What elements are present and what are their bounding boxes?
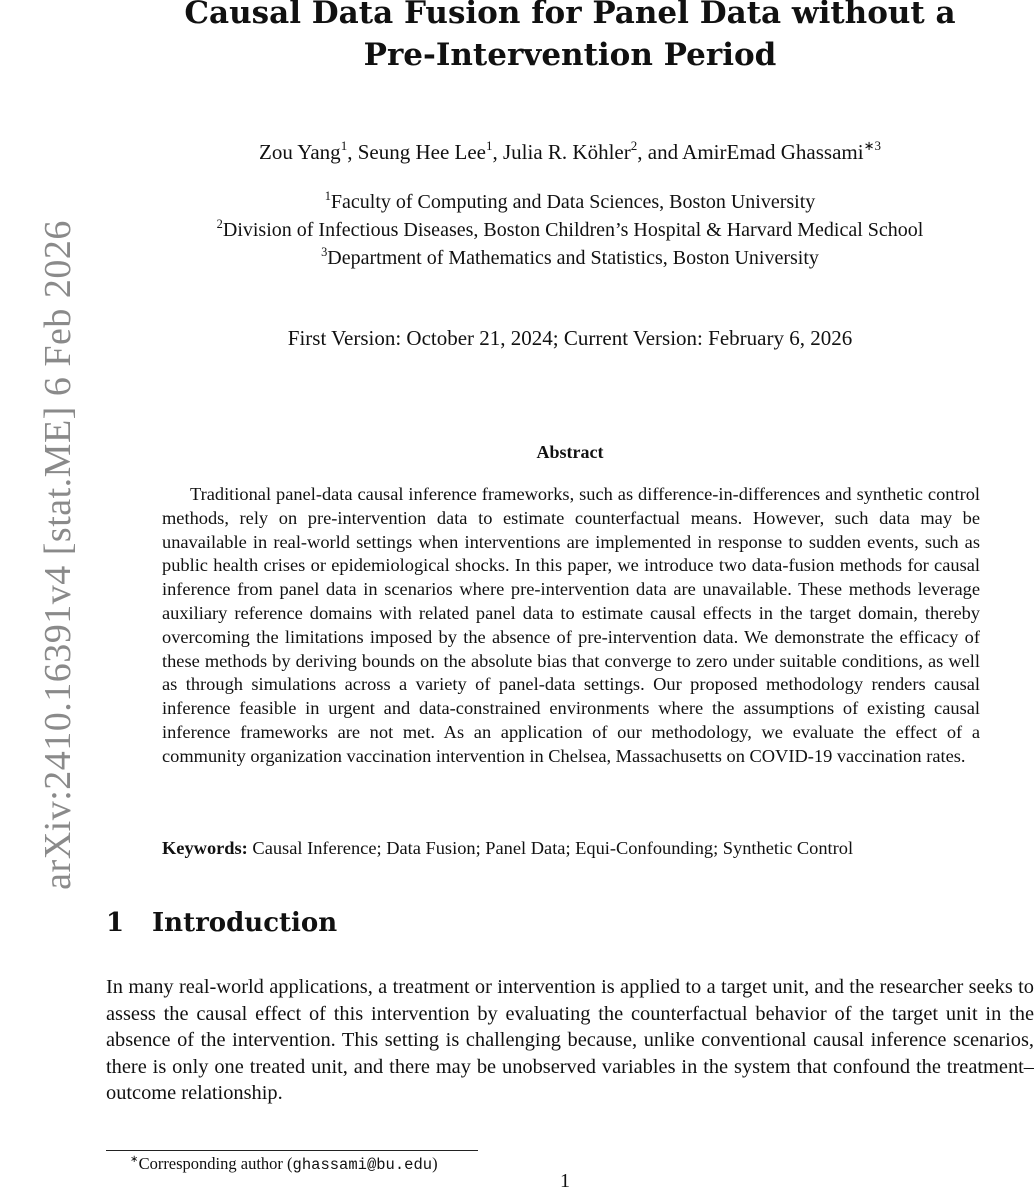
affiliation-line bbox=[150, 244, 990, 272]
author-name: Zou Yang bbox=[259, 140, 341, 164]
footnote-mark: ∗ bbox=[130, 1154, 139, 1165]
author-name: AmirEmad Ghassami bbox=[682, 140, 864, 164]
author-affiliation-mark: 1 bbox=[485, 138, 493, 154]
arxiv-identifier-stamp: arXiv:2410.16391v4 [stat.ME] 6 Feb 2026 bbox=[37, 220, 79, 890]
footnote-email-link[interactable]: ghassami@bu.edu bbox=[292, 1156, 433, 1174]
author-separator: , bbox=[347, 140, 358, 164]
footnote-text: Corresponding author ( bbox=[138, 1154, 293, 1173]
affiliation-line bbox=[150, 216, 990, 244]
footnote bbox=[130, 1154, 438, 1174]
page-number: 1 bbox=[560, 1170, 570, 1192]
affiliation-text: Faculty of Computing and Data Sciences, Boston University bbox=[330, 191, 816, 213]
section-number: 1 bbox=[106, 908, 125, 938]
section-title: Introduction bbox=[152, 908, 338, 938]
author-affiliation-mark: 1 bbox=[340, 138, 348, 154]
intro-paragraph: In many real-world applications, a treatment or intervention is applied to a target unit, and the researcher seeks to assess the causal effect of this intervention by evaluating the counterfactual behavior of the target unit in the absence of the intervention. This setting is challenging because, unlike conventional causal inference scenarios, there is only one treated unit, and there may be unobserved variables in the system that confound the treatment–outcome relationship. bbox=[106, 976, 1034, 1104]
affiliation-text: Department of Mathematics and Statistics, Boston University bbox=[327, 247, 819, 269]
author-separator: , bbox=[492, 140, 503, 164]
keywords-label: Keywords: bbox=[162, 838, 248, 858]
abstract-heading: Abstract bbox=[536, 442, 604, 462]
author-affiliation-mark: 2 bbox=[630, 138, 638, 154]
affiliation-mark: 3 bbox=[321, 244, 328, 259]
affiliation-mark: 1 bbox=[324, 188, 331, 203]
author-list bbox=[170, 140, 970, 165]
version-dates: First Version: October 21, 2024; Current Version: February 6, 2026 bbox=[287, 326, 853, 350]
keywords-text: Causal Inference; Data Fusion; Panel Data; Equi-Confounding; Synthetic Control bbox=[252, 838, 854, 858]
author-affiliation-mark: ∗3 bbox=[863, 138, 881, 154]
affiliation-text: Division of Infectious Diseases, Boston Children’s Hospital & Harvard Medical School bbox=[222, 219, 924, 241]
affiliation-mark: 2 bbox=[216, 216, 223, 231]
author-name: Seung Hee Lee bbox=[357, 140, 486, 164]
author-name: Julia R. Köhler bbox=[503, 140, 631, 164]
abstract-body: Traditional panel-data causal inference frameworks, such as difference-in-differences and synthetic control methods, rely on pre-intervention data to estimate counterfactual means. However, such data may be unavailable in real-world settings when interventions are implemented in response to sudden events, such as public health crises or epidemiological shocks. In this paper, we introduce two data-fusion methods for causal inference from panel data in scenarios where pre-intervention data are unavailable. These methods leverage auxiliary reference domains with related panel data to estimate causal effects in the target domain, thereby overcoming the limitations imposed by the absence of pre-intervention data. We demonstrate the efficacy of these methods by deriving bounds on the absolute bias that converge to zero under suitable conditions, as well as through simulations across a variety of panel-data settings. Our proposed methodology renders causal inference feasible in urgent and data-constrained environments where the assumptions of existing causal inference frameworks are not met. As an application of our methodology, we evaluate the effect of a community organization vaccination intervention in Chelsea, Massachusetts on COVID-19 vaccination rates. bbox=[162, 484, 980, 766]
footnote-rule bbox=[106, 1150, 478, 1151]
author-separator: , and bbox=[637, 140, 683, 164]
footnote-close: ) bbox=[432, 1154, 438, 1173]
keywords-line bbox=[162, 838, 992, 859]
paper-title: Causal Data Fusion for Panel Data without a Pre-Intervention Period bbox=[184, 0, 956, 73]
affiliation-list bbox=[150, 188, 990, 272]
affiliation-line bbox=[150, 188, 990, 216]
section-heading bbox=[106, 908, 337, 938]
